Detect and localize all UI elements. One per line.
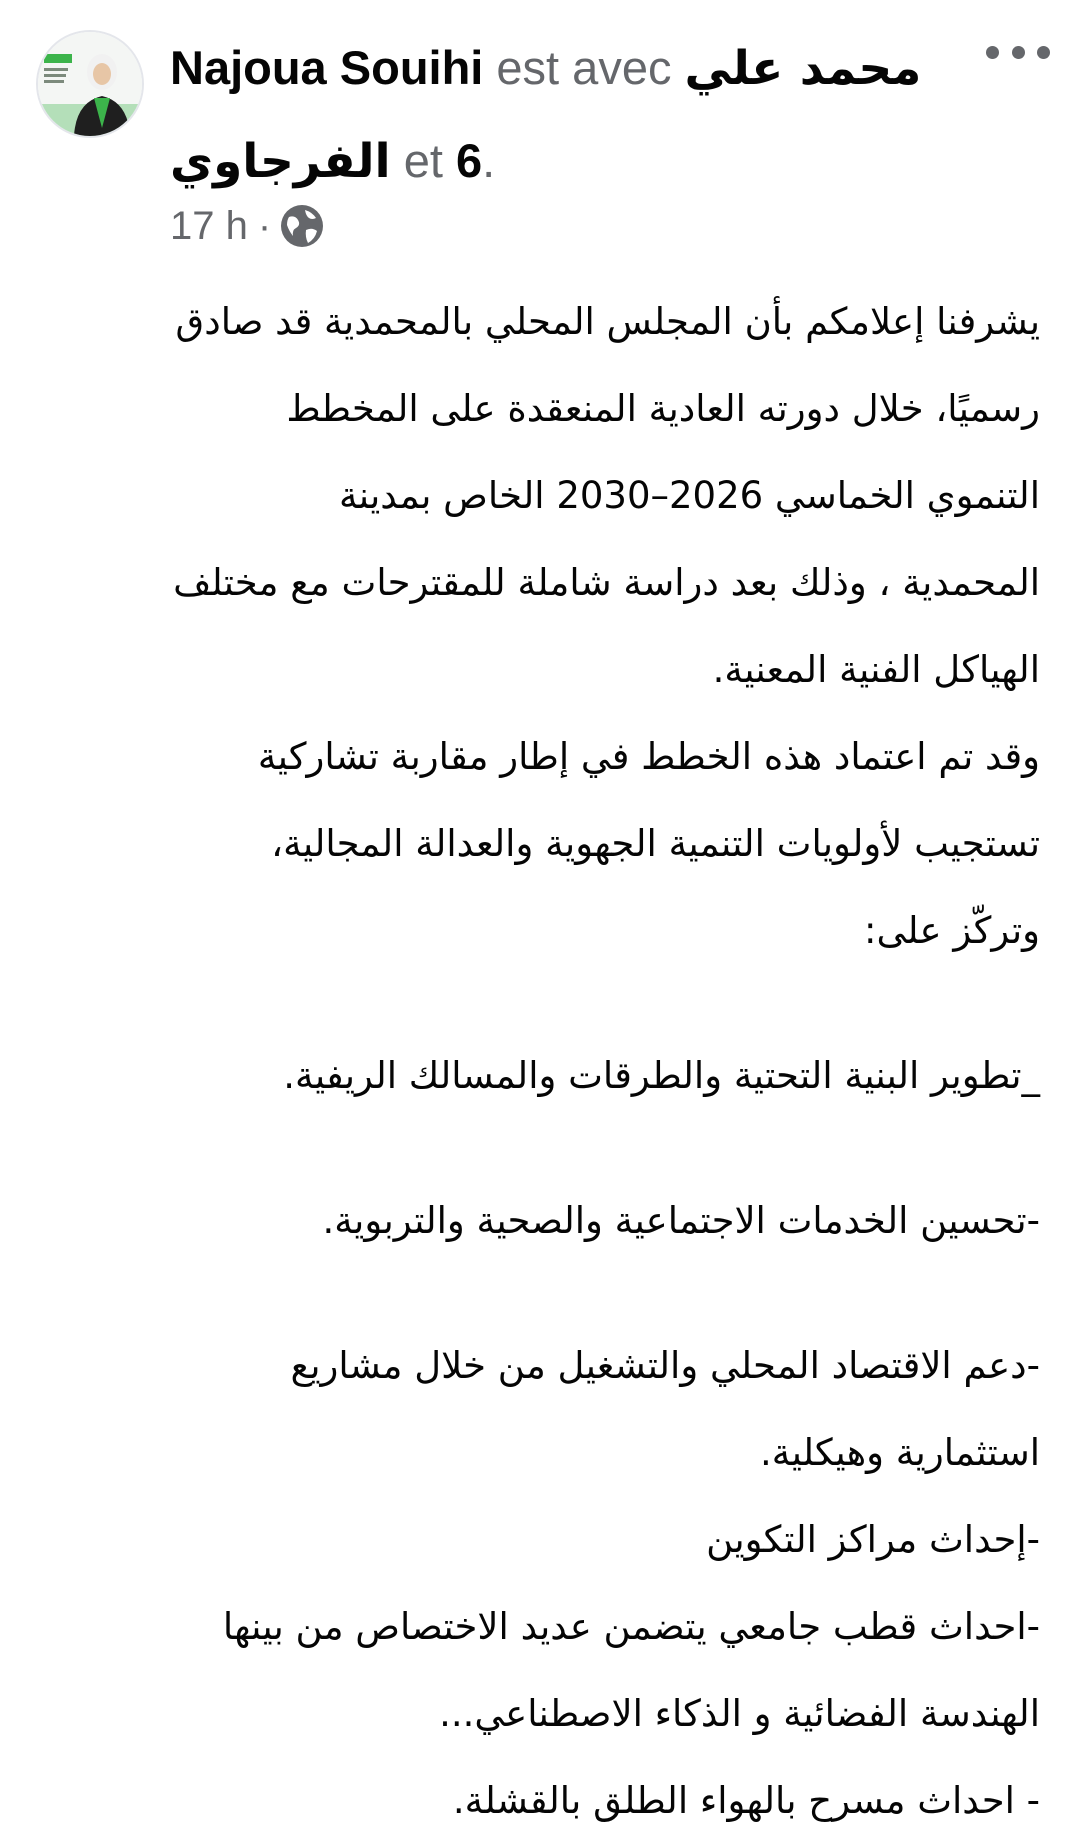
with-text: est avec [496, 41, 672, 94]
post-header [0, 0, 1080, 260]
post-time[interactable]: 17 h [170, 203, 248, 248]
post-line: -إحداث مراكز التكوين [706, 1518, 1040, 1561]
and-text: et [403, 134, 443, 187]
post-line: -احداث قطب جامعي يتضمن عديد الاختصاص من بينها [222, 1605, 1040, 1648]
post-line: وتركّز على: [863, 909, 1040, 952]
headline-end: . [482, 134, 496, 187]
author-avatar-image [38, 32, 142, 136]
tagged-person-1[interactable]: محمد علي [684, 41, 922, 96]
more-options-icon[interactable] [986, 32, 1050, 72]
post-line: -تحسين الخدمات الاجتماعية والصحية والتربوية. [322, 1199, 1040, 1242]
post-blank-line [34, 1119, 1040, 1177]
globe-icon[interactable] [279, 203, 325, 249]
post-meta [170, 198, 325, 254]
post-headline [170, 22, 930, 208]
post-line: - احداث مسرح بالهواء الطلق بالقشلة. [452, 1779, 1040, 1822]
more-dot [986, 46, 999, 59]
author-name[interactable]: Najoua Souihi [170, 41, 484, 94]
post-line: يشرفنا إعلامكم بأن المجلس المحلي بالمحمدية قد صادق [175, 300, 1040, 343]
more-dot [1037, 46, 1050, 59]
post-line: وقد تم اعتماد هذه الخطط في إطار مقاربة تشاركية [257, 735, 1040, 778]
post-blank-line [34, 1264, 1040, 1322]
post-line: -دعم الاقتصاد المحلي والتشغيل من خلال مشاريع [290, 1344, 1040, 1387]
post-blank-line [34, 974, 1040, 1032]
post-line: الهندسة الفضائية و الذكاء الاصطناعي... [439, 1692, 1040, 1735]
post-line: استثمارية وهيكلية. [759, 1431, 1040, 1474]
post-line: رسميًا، خلال دورته العادية المنعقدة على المخطط [286, 387, 1040, 430]
others-count[interactable]: 6 [455, 134, 483, 187]
meta-separator: · [257, 203, 272, 248]
more-dot [1012, 46, 1025, 59]
post-line: المحمدية ، وذلك بعد دراسة شاملة للمقترحات مع مختلف [173, 561, 1040, 604]
tagged-person-2[interactable]: الفرجاوي [170, 134, 391, 189]
post-line: _تطوير البنية التحتية والطرقات والمسالك الريفية. [283, 1054, 1040, 1097]
post-line: تستجيب لأولويات التنمية الجهوية والعدالة المجالية، [271, 822, 1040, 865]
author-avatar[interactable] [36, 30, 144, 138]
post-body [34, 278, 1040, 1844]
post-line: الهياكل الفنية المعنية. [712, 648, 1040, 691]
post-line: التنموي الخماسي 2026–2030 الخاص بمدينة [338, 474, 1040, 517]
